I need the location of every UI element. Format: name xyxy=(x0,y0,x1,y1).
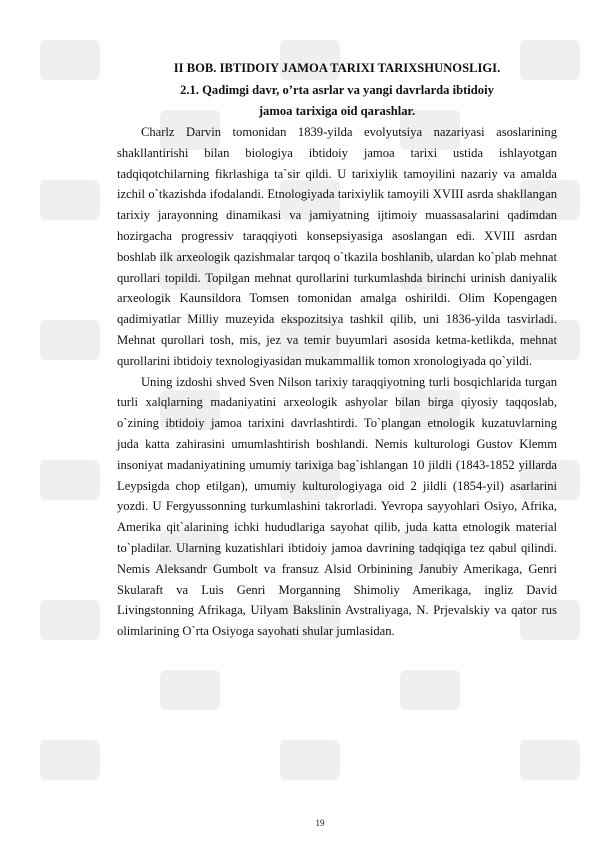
section-title-line1: 2.1. Qadimgi davr, o’rta asrlar va yangi davrlarda ibtidoiy xyxy=(180,83,494,97)
document-page xyxy=(117,58,557,642)
page-number: 19 xyxy=(315,818,325,828)
body-paragraph-1: Charlz Darvin tomonidan 1839-yilda evolyutsiya nazariyasi asoslarining shakllantirishi bilan biologiya ibtidoiy jamoa tarixi ustida ishlayotgan tadqiqotchilarning fikrlashiga ta`sir qildi. U tarixiylik tamoyilini nazariy va amalda izchil o`tkazishda ifodalandi. Etnologiyada tarixiylik tamoyili XVIII asrda shakllangan tarixiy jarayonning dinamikasi va jamiyatning ijtimoiy muassasalarini qadimdan hozirgacha progressiv taraqqiyoti konsepsiyasiga asoslangan edi. XVIII asrdan boshlab ilk arxeologik qazishmalar tarqoq o`tkazila boshlanib, ulardan ko`plab mehnat qurollari topildi. Topilgan mehnat qurollarini turkumlashda birinchi urinish daniyalik arxeologik Kaunsildora Tomsen tomonidan amalga oshirildi. Olim Kopengagen qadimiyatlar Milliy muzeyida ekspozitsiya tashkil qilib, uni 1836-yilda tasvirladi. Mehnat qurollari tosh, mis, jez va temir buyumlari asosida ketma-ketlikda, mehnat qurollarini ibtidoiy texnologiyasidan mukammallik tomon xronologiyada qo`yildi. xyxy=(117,125,557,368)
section-title-line2: jamoa tarixiga oid qarashlar. xyxy=(258,104,416,118)
chapter-title: II BOB. IBTIDOIY JAMOA TARIXI TARIXSHUNOSLIGI. xyxy=(173,61,501,75)
body-paragraph-2: Uning izdoshi shved Sven Nilson tarixiy taraqqiyotning turli bosqichlarida turgan turli xalqlarning madaniyatini arxeologik ashyolar bilan birga qiyosiy taqqoslab, o`zining ibtidoiy jamoa tarixini davrlashtirdi. To`plangan etnologik kuzatuvlarning juda katta zahirasini umumlashtirish boshlandi. Nemis kulturologi Gustov Klemm insoniyat madaniyatining umumiy tarixiga bag`ishlangan 10 jildli (1843-1852 yillarda Leypsigda chop etilgan), umumiy kulturologiyaga oid 2 jildli (1854-yil) asarlarini yozdi. U Fergyussonning turkumlashini takrorladi. Yevropa sayyohlari Osiyo, Afrika, Amerika qit`alarining ichki hududlariga sayohat qilib, juda katta etnologik material to`pladilar. Ularning kuzatishlari ibtidoiy jamoa davrining tadqiqiga tez qabul qilindi. Nemis Aleksandr Gumbolt va fransuz Alsid Orbinining Janubiy Amerikaga, Genri Skularaft va Luis Genri Morganning Shimoliy Amerikaga, ingliz David Livingstonning Afrikaga, Uilyam Bakslinin Avstraliyaga, N. Prjevalskiy va qator rus olimlarining O`rta Osiyoga sayohati shular jumlasidan. xyxy=(117,374,557,639)
